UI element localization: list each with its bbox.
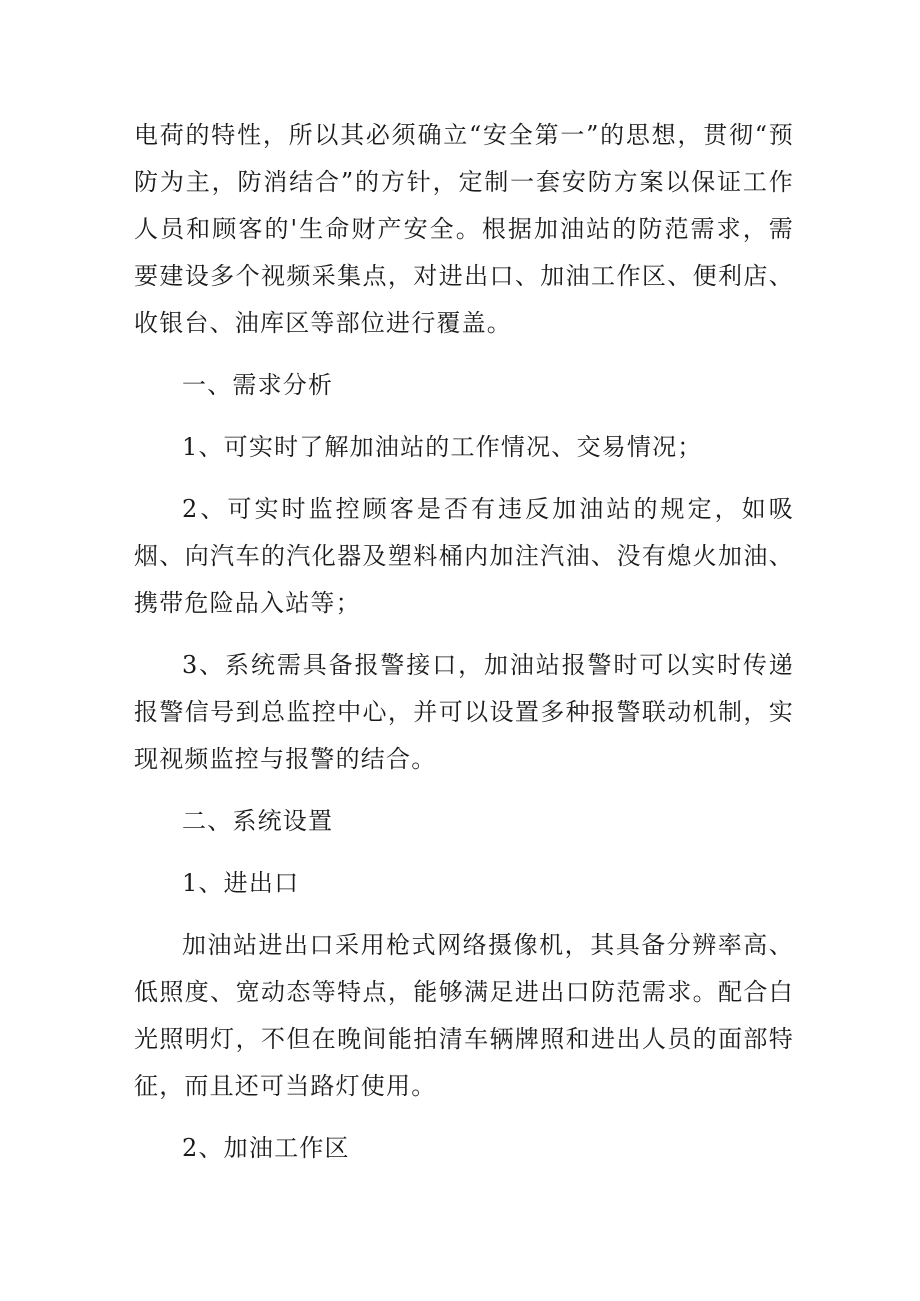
list-item-requirement-2: 2、可实时监控顾客是否有违反加油站的规定，如吸烟、向汽车的汽化器及塑料桶内加注汽油、没有熄火加油、携带危险品入站等； [134,495,794,617]
document-body [134,112,794,1172]
subheading-refueling-area: 2、加油工作区 [182,1134,350,1162]
list-item-requirement-3: 3、系统需具备报警接口，加油站报警时可以实时传递报警信号到总监控中心，并可以设置多种报警联动机制，实现视频监控与报警的结合。 [134,651,794,773]
heading-requirements-analysis: 一、需求分析 [182,371,334,399]
list-item-requirement-1: 1、可实时了解加油站的工作情况、交易情况； [182,433,703,461]
subheading-entrance-exit: 1、进出口 [182,869,300,897]
paragraph-entrance-exit: 加油站进出口采用枪式网络摄像机，其具备分辨率高、低照度、宽动态等特点，能够满足进出口防范需求。配合白光照明灯，不但在晚间能拍清车辆牌照和进出人员的面部特征，而且还可当路灯使用。 [134,931,794,1100]
paragraph-intro: 电荷的特性，所以其必须确立“安全第一”的思想，贯彻“预防为主，防消结合”的方针，定制一套安防方案以保证工作人员和顾客的'生命财产安全。根据加油站的防范需求，需要建设多个视频采集点，对进出口、加油工作区、便利店、收银台、油库区等部位进行覆盖。 [134,121,794,337]
heading-system-setup: 二、系统设置 [182,807,334,835]
